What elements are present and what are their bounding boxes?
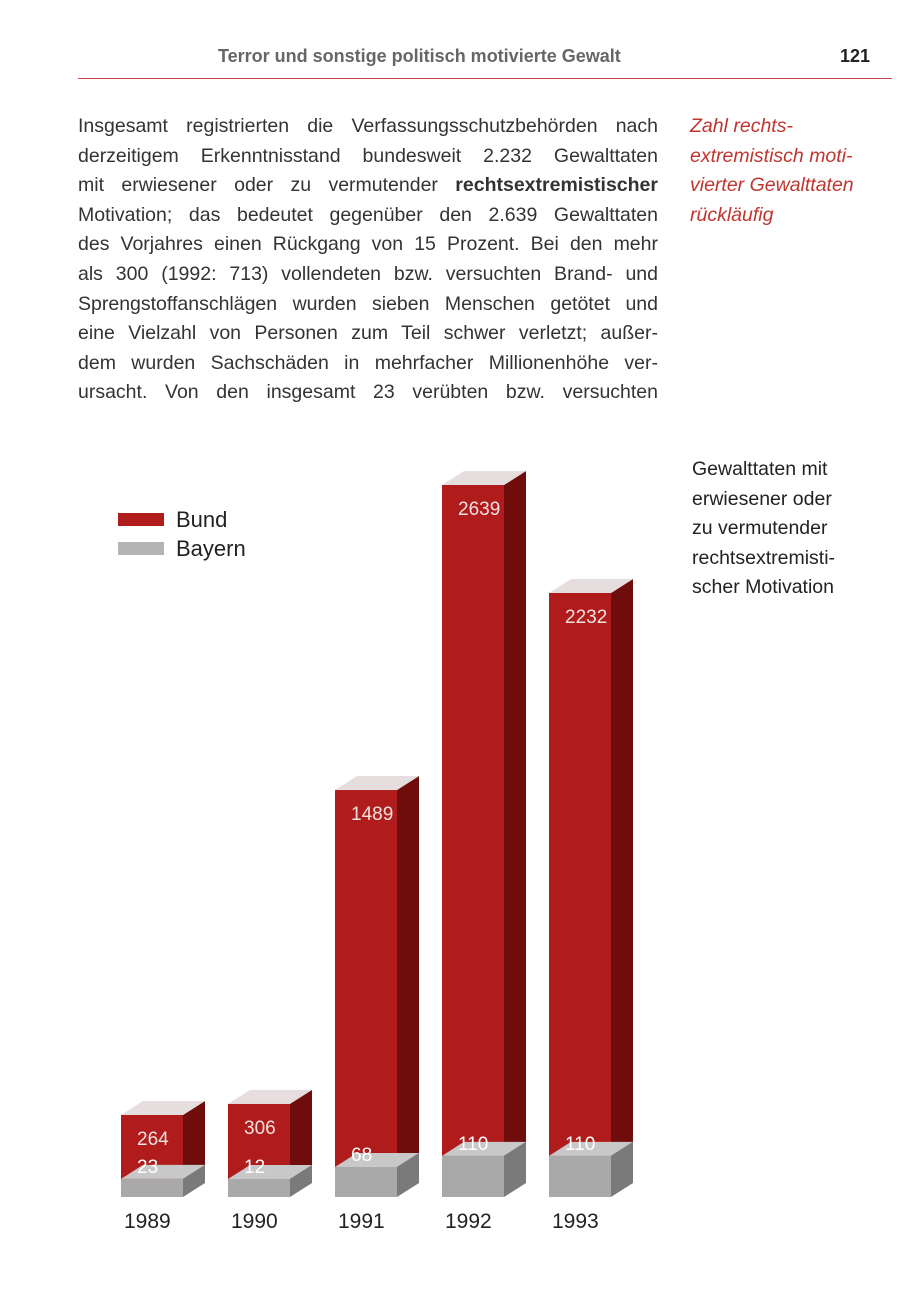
legend-swatch-bund xyxy=(118,513,164,526)
margin-note-line: extremistisch moti- xyxy=(690,144,853,167)
bar-bund-1993-front xyxy=(549,593,611,1185)
x-tick-label-1992: 1992 xyxy=(445,1210,492,1233)
body-line: Sprengstoffanschlägen wurden sieben Menschen getötet und xyxy=(78,292,658,315)
body-line-prefix: mit erwiesener oder zu vermutender xyxy=(78,174,456,197)
body-line: als 300 (1992: 713) vollendeten bzw. versuchten Brand- und xyxy=(78,262,658,285)
legend-label-bund: Bund xyxy=(176,506,228,532)
body-line: derzeitigem Erkenntnisstand bundesweit 2.232 Gewalttaten xyxy=(78,144,658,167)
chart-caption-line: zu vermutender xyxy=(692,517,828,540)
body-line: ursacht. Von den insgesamt 23 verübten bzw. versuchten xyxy=(78,381,658,404)
data-label-bund-1989: 264 xyxy=(137,1128,169,1150)
margin-note-line: Zahl rechts- xyxy=(690,115,793,137)
data-label-bayern-1990: 12 xyxy=(244,1157,266,1178)
bar-bayern-1991-front xyxy=(335,1167,397,1197)
x-tick-label-1991: 1991 xyxy=(338,1210,385,1233)
page-number: 121 xyxy=(839,46,870,66)
legend-item-bund xyxy=(118,505,246,534)
bold-term: rechtsextremistischer xyxy=(455,174,658,197)
data-label-bayern-1993: 110 xyxy=(565,1133,596,1155)
chart-caption-line: erwiesener oder xyxy=(692,487,832,510)
data-label-bayern-1989: 23 xyxy=(137,1156,159,1178)
bar-bayern-1992-front xyxy=(442,1156,504,1197)
bar-bund-1993-side xyxy=(611,579,633,1185)
bar-bund-1991-side xyxy=(397,776,419,1185)
chart-caption-line: scher Motivation xyxy=(692,576,834,599)
legend-item-bayern xyxy=(118,534,246,563)
x-tick-label-1989: 1989 xyxy=(124,1210,171,1233)
data-label-bayern-1992: 110 xyxy=(458,1133,489,1155)
legend-swatch-bayern xyxy=(118,542,164,555)
bar-bund-1991-front xyxy=(335,790,397,1185)
data-label-bayern-1991: 68 xyxy=(351,1144,373,1166)
chart-caption-line: Gewalttaten mit xyxy=(692,458,828,480)
data-label-bund-1993: 2232 xyxy=(565,606,608,628)
chart-legend xyxy=(118,505,246,563)
bar-bund-1992-side xyxy=(504,471,526,1185)
bar-bayern-1990-front xyxy=(228,1179,290,1197)
legend-label-bayern: Bayern xyxy=(176,535,246,561)
data-label-bund-1992: 2639 xyxy=(458,499,501,520)
chart-caption-line: rechtsextremisti- xyxy=(692,546,836,569)
body-line: dem wurden Sachschäden in mehrfacher Millionenhöhe ver- xyxy=(78,351,658,374)
body-line: des Vorjahres einen Rückgang von 15 Prozent. Bei den mehr xyxy=(78,233,658,256)
body-line: Motivation; das bedeutet gegenüber den 2.639 Gewalttaten xyxy=(78,203,658,226)
bar-bayern-1989-front xyxy=(121,1179,183,1197)
body-line: eine Vielzahl von Personen zum Teil schwer verletzt; außer- xyxy=(78,322,658,345)
x-tick-label-1993: 1993 xyxy=(552,1210,599,1233)
bar-bund-1992-front xyxy=(442,485,504,1185)
margin-note-line: rückläufig xyxy=(690,203,774,226)
margin-note-line: vierter Gewalttaten xyxy=(690,174,854,197)
data-label-bund-1991: 1489 xyxy=(351,804,394,826)
data-label-bund-1990: 306 xyxy=(244,1117,276,1139)
body-line: Insgesamt registrierten die Verfassungsschutzbehörden nach xyxy=(78,115,658,137)
header-title: Terror und sonstige politisch motivierte Gewalt xyxy=(218,46,621,66)
bar-bayern-1993-front xyxy=(549,1156,611,1197)
x-tick-label-1990: 1990 xyxy=(231,1210,278,1233)
